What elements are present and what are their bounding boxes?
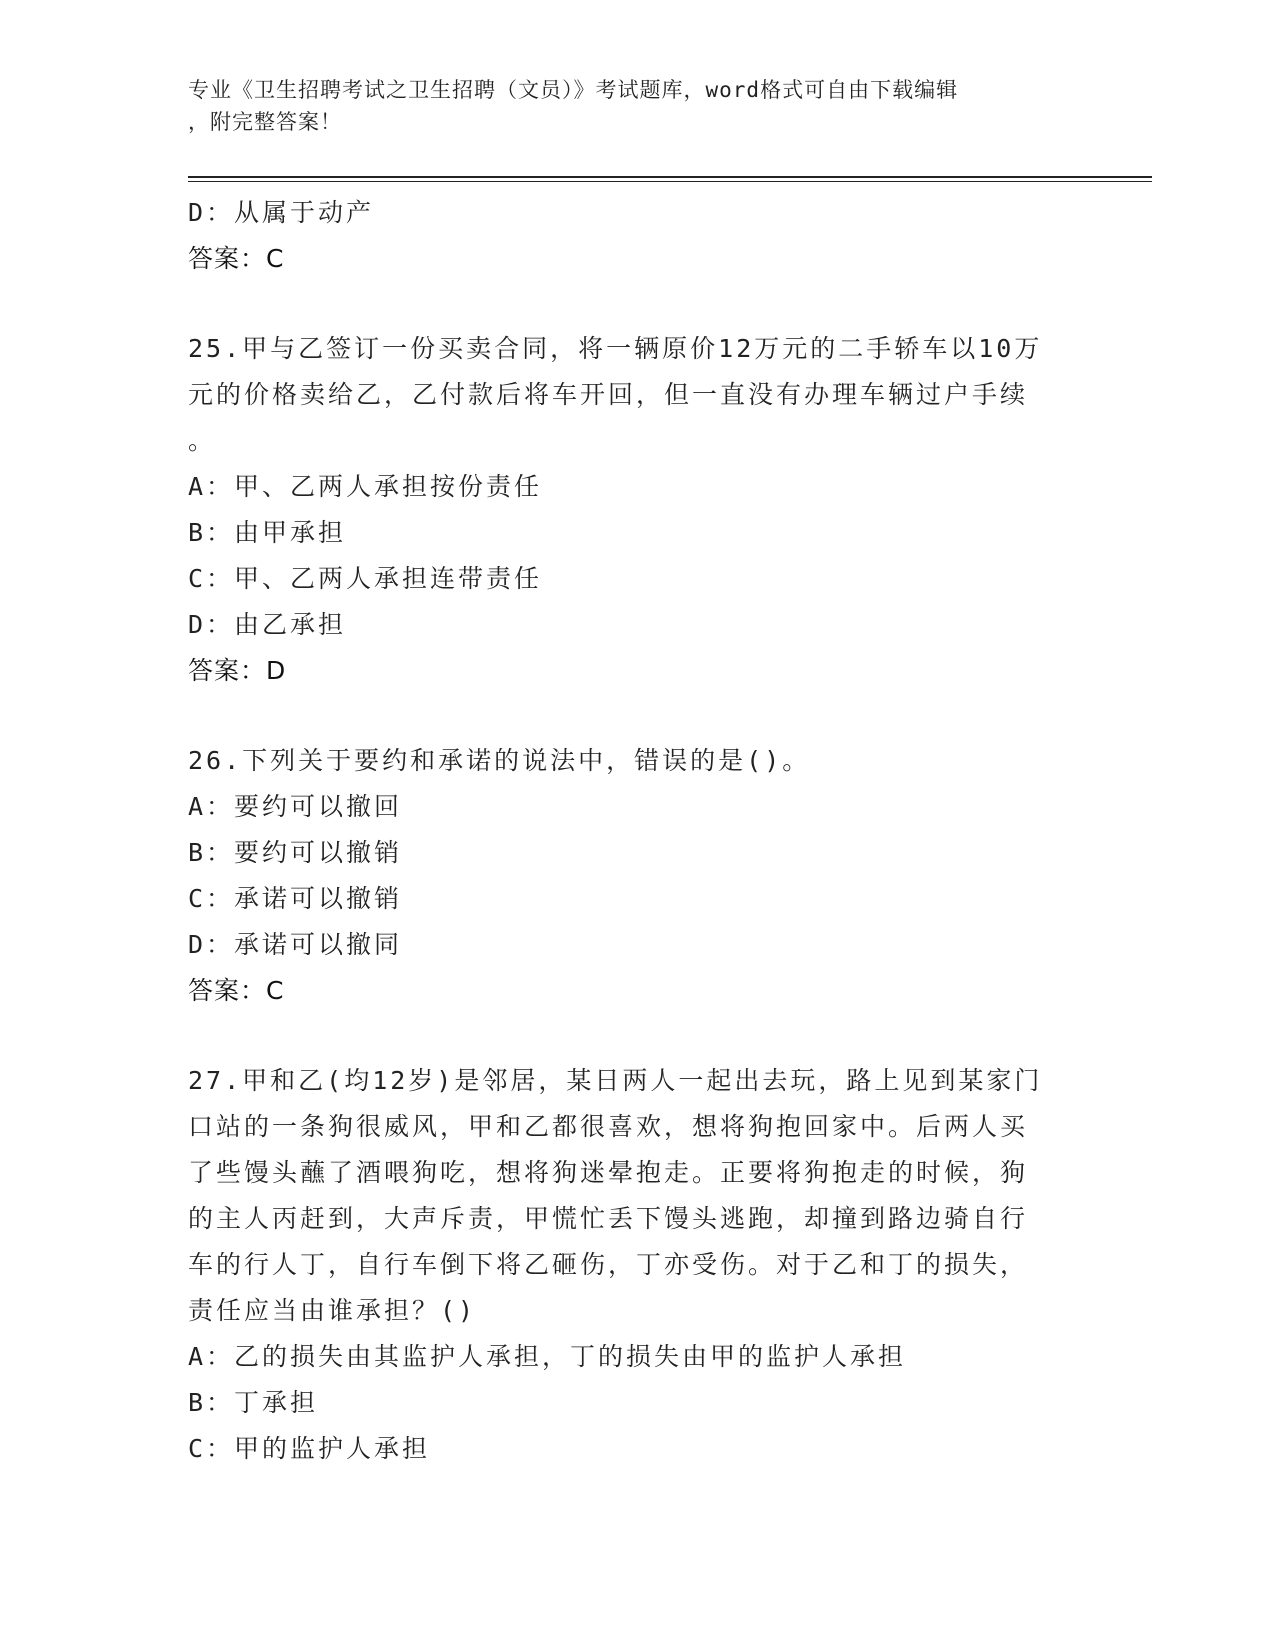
spacer xyxy=(188,282,1088,326)
option-d: D：由乙承担 xyxy=(188,610,347,639)
question-stem-line: 。 xyxy=(188,426,217,455)
option-b: B：丁承担 xyxy=(188,1388,319,1417)
answer-line: 答案：C xyxy=(188,244,285,273)
spacer xyxy=(188,694,1088,738)
question-stem-line: 了些馒头蘸了酒喂狗吃，想将狗迷晕抱走。正要将狗抱走的时候，狗 xyxy=(188,1158,1029,1187)
question-stem-line: 元的价格卖给乙，乙付款后将车开回，但一直没有办理车辆过户手续 xyxy=(188,380,1029,409)
question-24-tail xyxy=(188,190,1088,282)
option-b: B：要约可以撤销 xyxy=(188,838,403,867)
answer-line: 答案：C xyxy=(188,976,285,1005)
question-26 xyxy=(188,738,1088,1014)
option-d: D：从属于动产 xyxy=(188,198,375,227)
question-stem-line: 的主人丙赶到，大声斥责，甲慌忙丢下馒头逃跑，却撞到路边骑自行 xyxy=(188,1204,1029,1233)
option-c: C：承诺可以撤销 xyxy=(188,884,403,913)
question-stem-line: 车的行人丁，自行车倒下将乙砸伤，丁亦受伤。对于乙和丁的损失， xyxy=(188,1250,1029,1279)
answer-line: 答案：D xyxy=(188,656,287,685)
question-stem-line: 口站的一条狗很威风，甲和乙都很喜欢，想将狗抱回家中。后两人买 xyxy=(188,1112,1029,1141)
option-c: C：甲、乙两人承担连带责任 xyxy=(188,564,543,593)
option-d: D：承诺可以撤同 xyxy=(188,930,403,959)
question-list xyxy=(188,190,1088,1472)
option-b: B：由甲承担 xyxy=(188,518,347,547)
option-a: A：要约可以撤回 xyxy=(188,792,403,821)
header-line-1: 专业《卫生招聘考试之卫生招聘（文员）》考试题库，word格式可自由下载编辑 xyxy=(188,78,959,102)
option-a: A：乙的损失由其监护人承担，丁的损失由甲的监护人承担 xyxy=(188,1342,907,1371)
option-c: C：甲的监护人承担 xyxy=(188,1434,431,1463)
question-27 xyxy=(188,1058,1088,1472)
page-header xyxy=(188,74,1088,138)
header-divider-thick xyxy=(188,176,1152,178)
question-25 xyxy=(188,326,1088,694)
question-stem-line: 25.甲与乙签订一份买卖合同，将一辆原价12万元的二手轿车以10万 xyxy=(188,334,1043,363)
option-a: A：甲、乙两人承担按份责任 xyxy=(188,472,543,501)
question-stem-line: 27.甲和乙(均12岁)是邻居，某日两人一起出去玩，路上见到某家门 xyxy=(188,1066,1043,1095)
spacer xyxy=(188,1014,1088,1058)
header-line-2: ，附完整答案！ xyxy=(188,110,342,134)
question-stem-line: 责任应当由谁承担？() xyxy=(188,1296,477,1325)
question-stem-line: 26.下列关于要约和承诺的说法中，错误的是()。 xyxy=(188,746,811,775)
header-divider-thin xyxy=(188,181,1152,182)
